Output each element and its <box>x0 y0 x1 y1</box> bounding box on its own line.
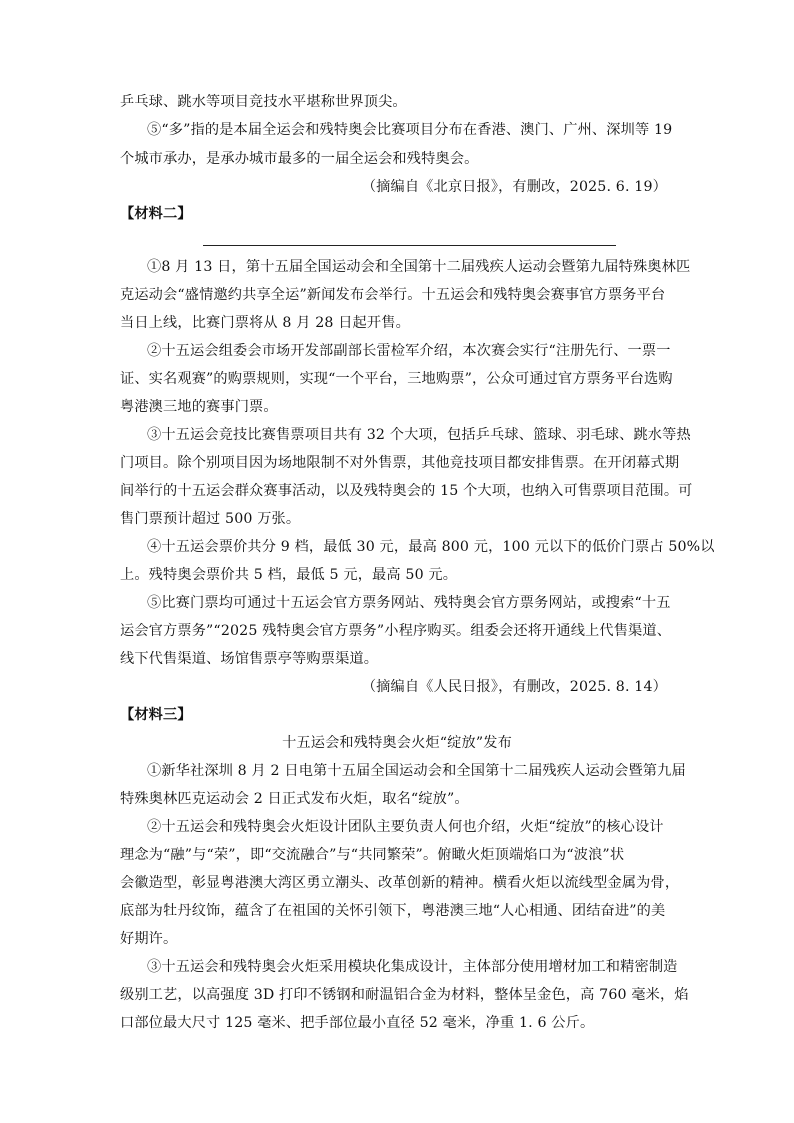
paragraph-3-line-4: 售门票预计超过 500 万张。 <box>120 511 301 527</box>
paragraph-3-line-2: 门项目。除个别项目因为场地限制不对外售票，其他竞技项目都安排售票。在开闭幕式期 <box>120 455 680 471</box>
paragraph-3-line-3: 间举行的十五运会群众赛事活动，以及残特奥会的 15 个大项，也纳入可售票项目范围。可 <box>120 483 693 499</box>
paragraph-2-line-3: 会徽造型，彰显粤港澳大湾区勇立潮头、改革创新的精神。横看火炬以流线型金属为骨， <box>120 875 680 891</box>
paragraph-5-line-1: ⑤比赛门票均可通过十五运会官方票务网站、残特奥会官方票务网站，或搜索“十五 <box>147 595 671 611</box>
paragraph-1-line-1: ①8 月 13 日，第十五届全国运动会和全国第十二届残疾人运动会暨第九届特殊奥林匹 <box>147 259 691 275</box>
paragraph-5-line-3: 线下代售渠道、场馆售票亭等购票渠道。 <box>120 651 379 667</box>
paragraph-2-line-4: 底部为牡丹纹饰，蕴含了在祖国的关怀引领下，粤港澳三地“人心相通、团结奋进”的美 <box>120 903 666 919</box>
paragraph-4-line-1: ④十五运会票价共分 9 档，最低 30 元，最高 800 元，100 元以下的低价门票占 50%以 <box>147 539 715 555</box>
paragraph-1-line-2: 特殊奥林匹克运动会 2 日正式发布火炬，取名“绽放”。 <box>120 791 469 807</box>
paragraph-3-line-1: ③十五运会竞技比赛售票项目共有 32 个大项，包括乒乓球、篮球、羽毛球、跳水等热 <box>147 427 691 443</box>
paragraph-1-line-3: 当日上线，比赛门票将从 8 月 28 日起开售。 <box>120 315 410 331</box>
paragraph-5-line-2: 个城市承办，是承办城市最多的一届全运会和残特奥会。 <box>120 151 479 167</box>
paragraph-5-line-1: ⑤“多”指的是本届全运会和残特奥会比赛项目分布在香港、澳门、广州、深圳等 19 <box>147 122 673 138</box>
paragraph-1-line-1: ①新华社深圳 8 月 2 日电第十五届全国运动会和全国第十二届残疾人运动会暨第九届 <box>147 763 686 779</box>
section-heading-material-3: 【材料三】 <box>120 707 192 723</box>
blank-title-line <box>203 245 616 246</box>
section-heading-material-2: 【材料二】 <box>120 206 192 222</box>
paragraph-2-line-3: 粤港澳三地的赛事门票。 <box>120 399 278 415</box>
paragraph-2-line-1: ②十五运会和残特奥会火炬设计团队主要负责人何也介绍，火炬“绽放”的核心设计 <box>147 819 664 835</box>
article-title: 十五运会和残特奥会火炬“绽放”发布 <box>282 735 512 751</box>
paragraph-5-line-2: 运会官方票务”“2025 残特奥会官方票务”小程序购买。组委会还将开通线上代售渠道、 <box>120 623 672 639</box>
paragraph-2-line-2: 理念为“融”与“荣”，即“交流融合”与“共同繁荣”。俯瞰火炬顶端焰口为“波浪”状 <box>120 847 625 863</box>
paragraph-2-line-1: ②十五运会组委会市场开发部副部长雷检军介绍，本次赛会实行“注册先行、一票一 <box>147 343 671 359</box>
source-citation: （摘编自《北京日报》，有删改，2025. 6. 19） <box>361 179 667 195</box>
source-citation: （摘编自《人民日报》，有删改，2025. 8. 14） <box>361 679 667 695</box>
paragraph-4-line-2: 上。残特奥会票价共 5 档，最低 5 元，最高 50 元。 <box>120 567 458 583</box>
paragraph-3-line-3: 口部位最大尺寸 125 毫米、把手部位最小直径 52 毫米，净重 1. 6 公斤。 <box>120 1015 595 1031</box>
paragraph-2-line-5: 好期许。 <box>120 931 178 947</box>
paragraph-3-line-1: ③十五运会和残特奥会火炬采用模块化集成设计，主体部分使用增材加工和精密制造 <box>147 959 678 975</box>
paragraph-2-line-2: 证、实名观赛”的购票规则，实现“一个平台，三地购票”，公众可通过官方票务平台选购 <box>120 371 673 387</box>
text-line: 乒乓球、跳水等项目竞技水平堪称世界顶尖。 <box>120 94 407 110</box>
paragraph-1-line-2: 克运动会“盛情邀约共享全运”新闻发布会举行。十五运会和残特奥会赛事官方票务平台 <box>120 287 666 303</box>
paragraph-3-line-2: 级别工艺，以高强度 3D 打印不锈钢和耐温铝合金为材料，整体呈金色，高 760 毫米，焰 <box>120 987 689 1003</box>
